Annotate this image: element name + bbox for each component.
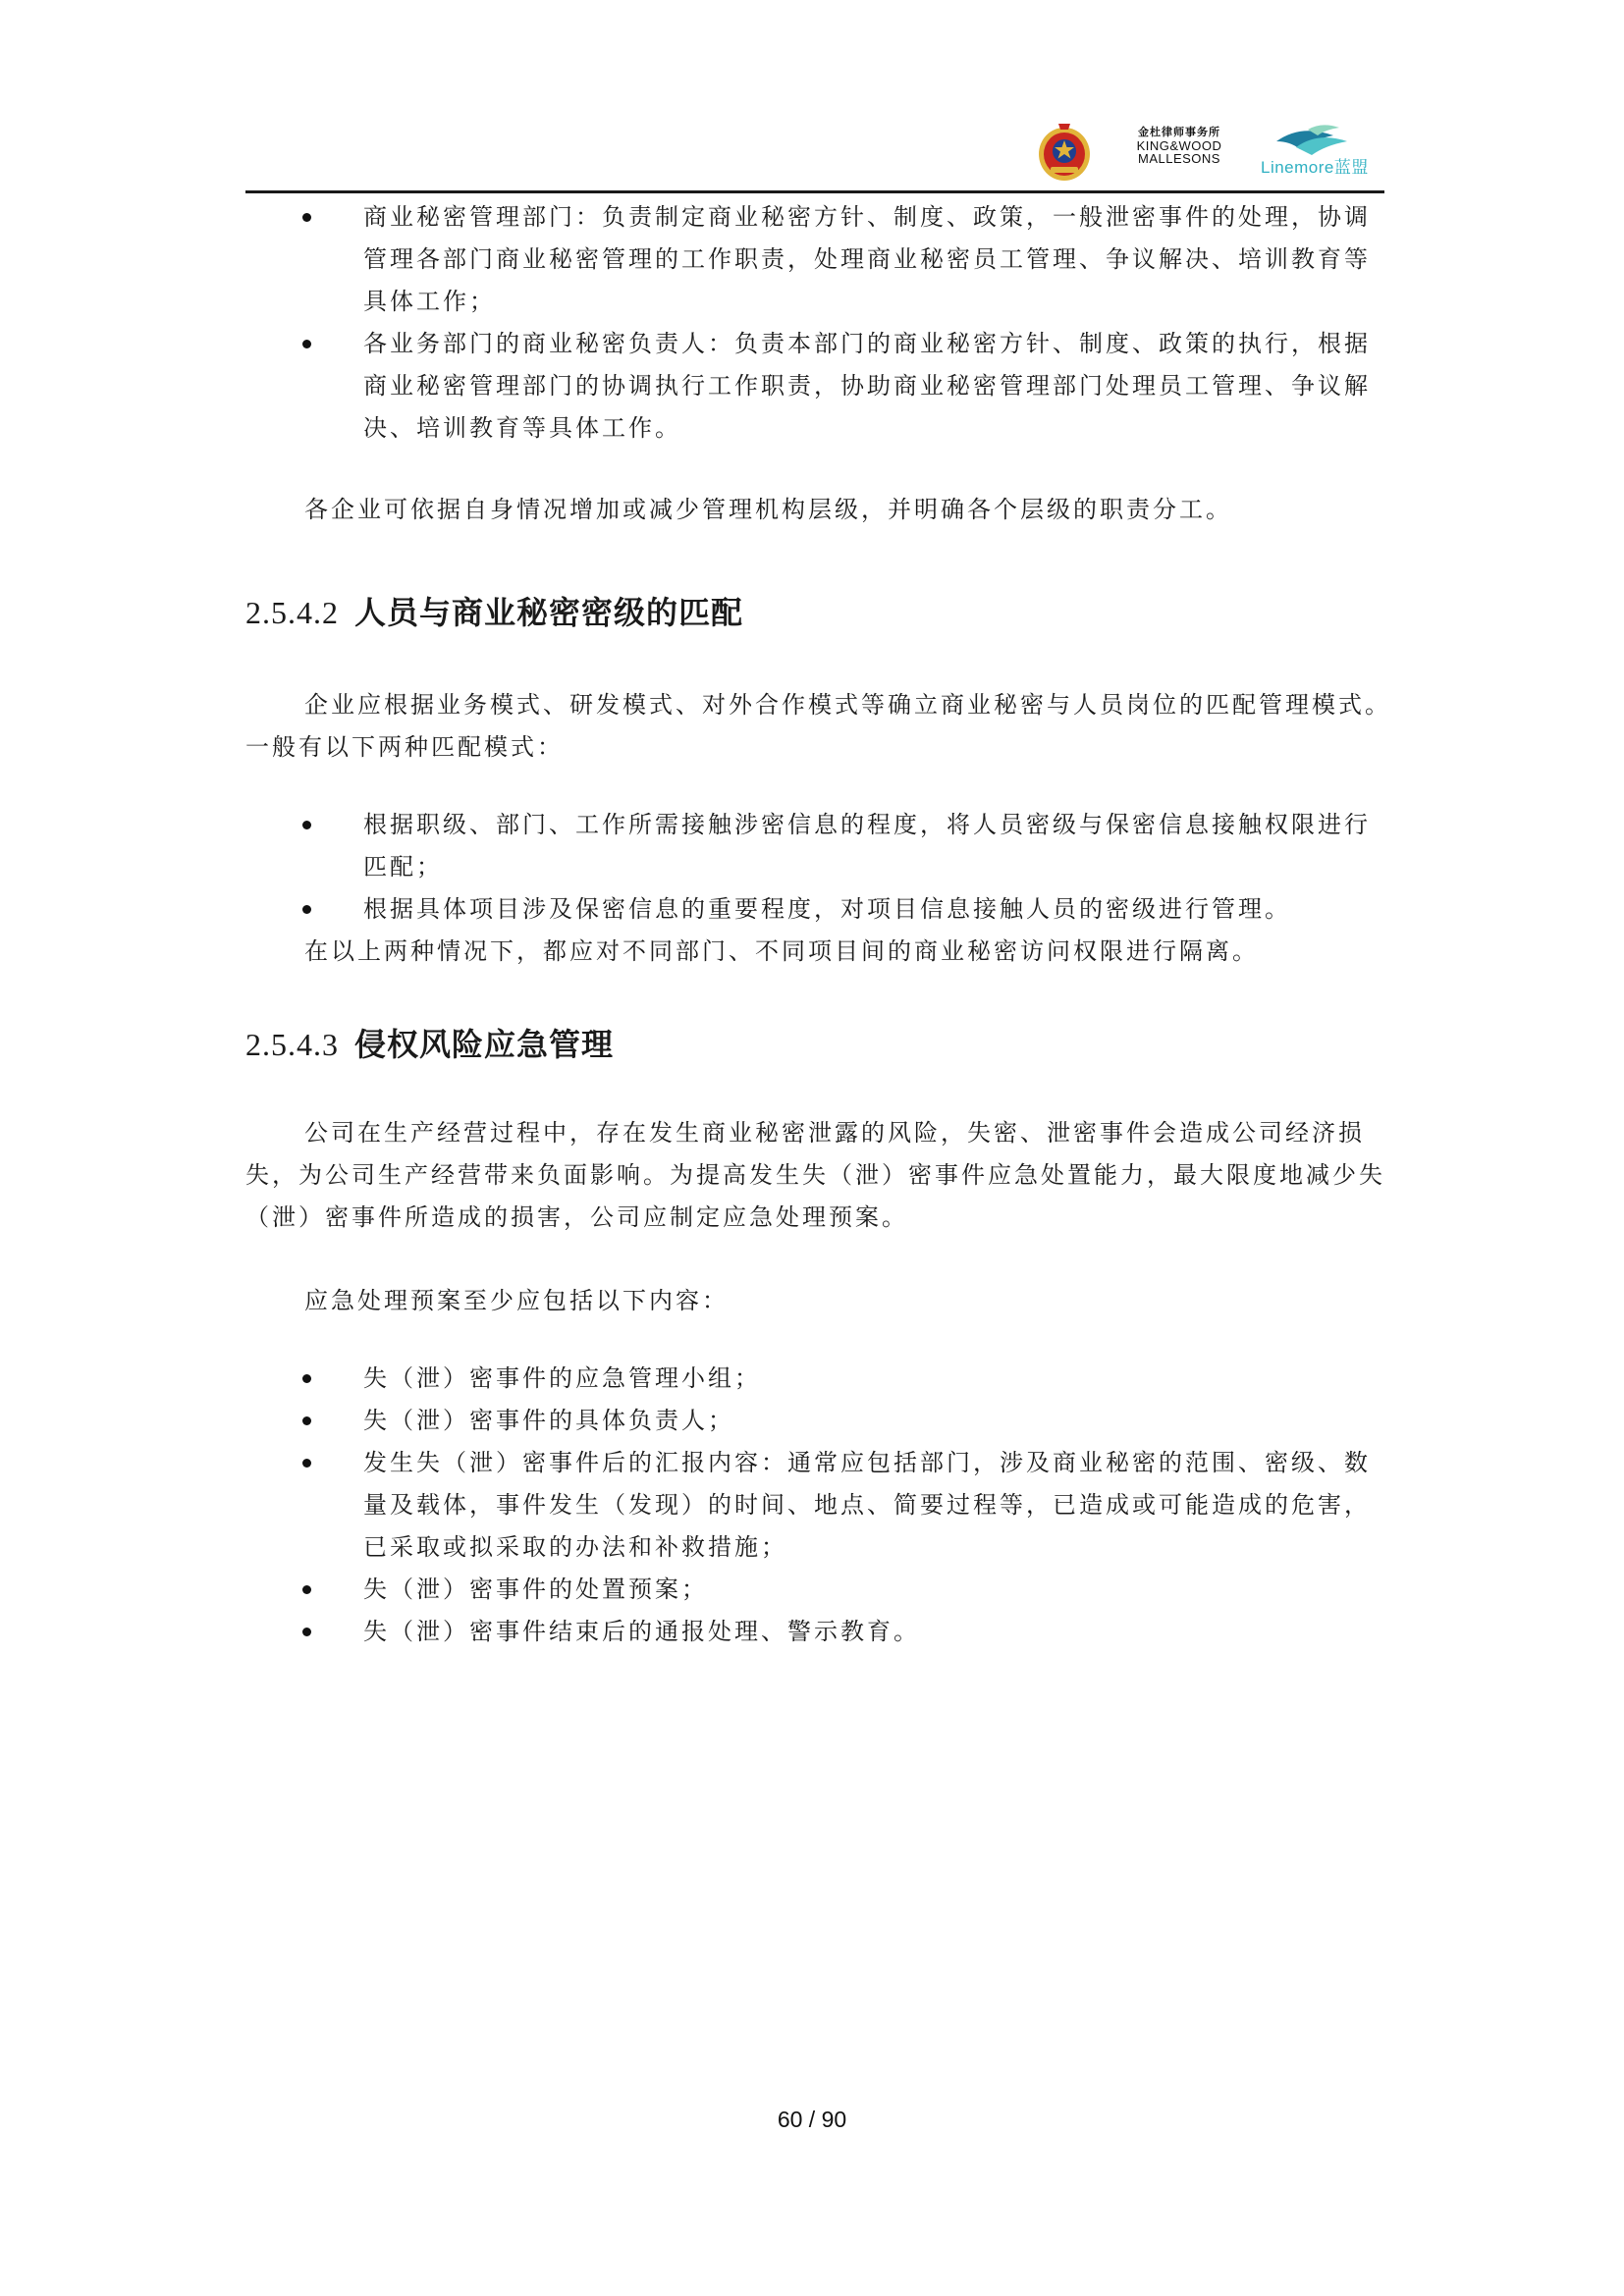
- police-emblem-icon: [1037, 122, 1092, 183]
- list-item-text: 失（泄）密事件结束后的通报处理、警示教育。: [363, 1618, 920, 1645]
- list-item-text: 根据具体项目涉及保密信息的重要程度，对项目信息接触人员的密级进行管理。: [363, 895, 1291, 923]
- page-number: 60 / 90: [777, 2107, 847, 2132]
- kwm-logo-en-line1: KING&WOOD: [1136, 137, 1222, 153]
- linemore-logo-text: Linemore蓝盟: [1261, 158, 1369, 177]
- bullet-icon: [302, 1374, 311, 1383]
- header-divider: [245, 190, 1384, 193]
- bullet-icon: [302, 1628, 311, 1636]
- bullet-icon: [302, 1459, 311, 1468]
- section-title: 侵权风险应急管理: [354, 1026, 615, 1063]
- document-body: [245, 196, 1394, 1653]
- list-item: [245, 1442, 1394, 1569]
- list-item: [245, 323, 1394, 450]
- kwm-logo-en-line2: MALLESONS: [1138, 151, 1220, 167]
- paragraph: 在以上两种情况下，都应对不同部门、不同项目间的商业秘密访问权限进行隔离。: [304, 937, 1259, 965]
- page-header: [0, 0, 1624, 196]
- list-item-text: 失（泄）密事件的应急管理小组；: [363, 1364, 761, 1392]
- section-number: 2.5.4.3: [245, 1027, 339, 1062]
- list-item: [245, 888, 1394, 931]
- list-item-text: 各业务部门的商业秘密负责人：负责本部门的商业秘密方针、制度、政策的执行，根据商业秘密管理部门的协调执行工作职责，协助商业秘密管理部门处理员工管理、争议解决、培训教育等具体工作。: [363, 330, 1371, 442]
- list-item: [245, 1569, 1394, 1611]
- list-item: [245, 1358, 1394, 1400]
- bullet-list: [245, 804, 1394, 931]
- section-number: 2.5.4.2: [245, 595, 339, 630]
- list-item-text: 失（泄）密事件的处置预案；: [363, 1575, 708, 1603]
- bullet-icon: [302, 1585, 311, 1594]
- section-heading: [245, 588, 1394, 633]
- bullet-icon: [302, 1416, 311, 1425]
- bullet-icon: [302, 213, 311, 222]
- section-heading: [245, 1020, 1394, 1065]
- kwm-logo: [1125, 128, 1233, 166]
- list-item: [245, 1611, 1394, 1653]
- list-item-text: 发生失（泄）密事件后的汇报内容：通常应包括部门，涉及商业秘密的范围、密级、数量及载体，事件发生（发现）的时间、地点、简要过程等，已造成或可能造成的危害，已采取或拟采取的办法和补救措施；: [363, 1449, 1371, 1561]
- section-title: 人员与商业秘密密级的匹配: [354, 594, 744, 631]
- bullet-icon: [302, 821, 311, 829]
- list-item-text: 失（泄）密事件的具体负责人；: [363, 1407, 734, 1434]
- list-item: [245, 804, 1394, 888]
- list-item: [245, 1400, 1394, 1442]
- bullet-icon: [302, 905, 311, 914]
- paragraph: 应急处理预案至少应包括以下内容：: [304, 1287, 729, 1314]
- list-item: [245, 196, 1394, 323]
- kwm-logo-cn: 金杜律师事务所: [1138, 127, 1220, 138]
- paragraph: 公司在生产经营过程中，存在发生商业秘密泄露的风险，失密、泄密事件会造成公司经济损失，为公司生产经营带来负面影响。为提高发生失（泄）密事件应急处置能力，最大限度地减少失（泄）密事件所造成的损害，公司应制定应急处理预案。: [245, 1119, 1385, 1231]
- bullet-list-top: [245, 196, 1394, 450]
- bullet-icon: [302, 340, 311, 348]
- paragraph: 各企业可依据自身情况增加或减少管理机构层级，并明确各个层级的职责分工。: [304, 496, 1232, 523]
- list-item-text: 根据职级、部门、工作所需接触涉密信息的程度，将人员密级与保密信息接触权限进行匹配；: [363, 811, 1371, 881]
- paragraph: 企业应根据业务模式、研发模式、对外合作模式等确立商业秘密与人员岗位的匹配管理模式。一般有以下两种匹配模式：: [245, 691, 1391, 761]
- bullet-list: [245, 1358, 1394, 1653]
- list-item-text: 商业秘密管理部门：负责制定商业秘密方针、制度、政策，一般泄密事件的处理，协调管理各部门商业秘密管理的工作职责，处理商业秘密员工管理、争议解决、培训教育等具体工作；: [363, 203, 1371, 315]
